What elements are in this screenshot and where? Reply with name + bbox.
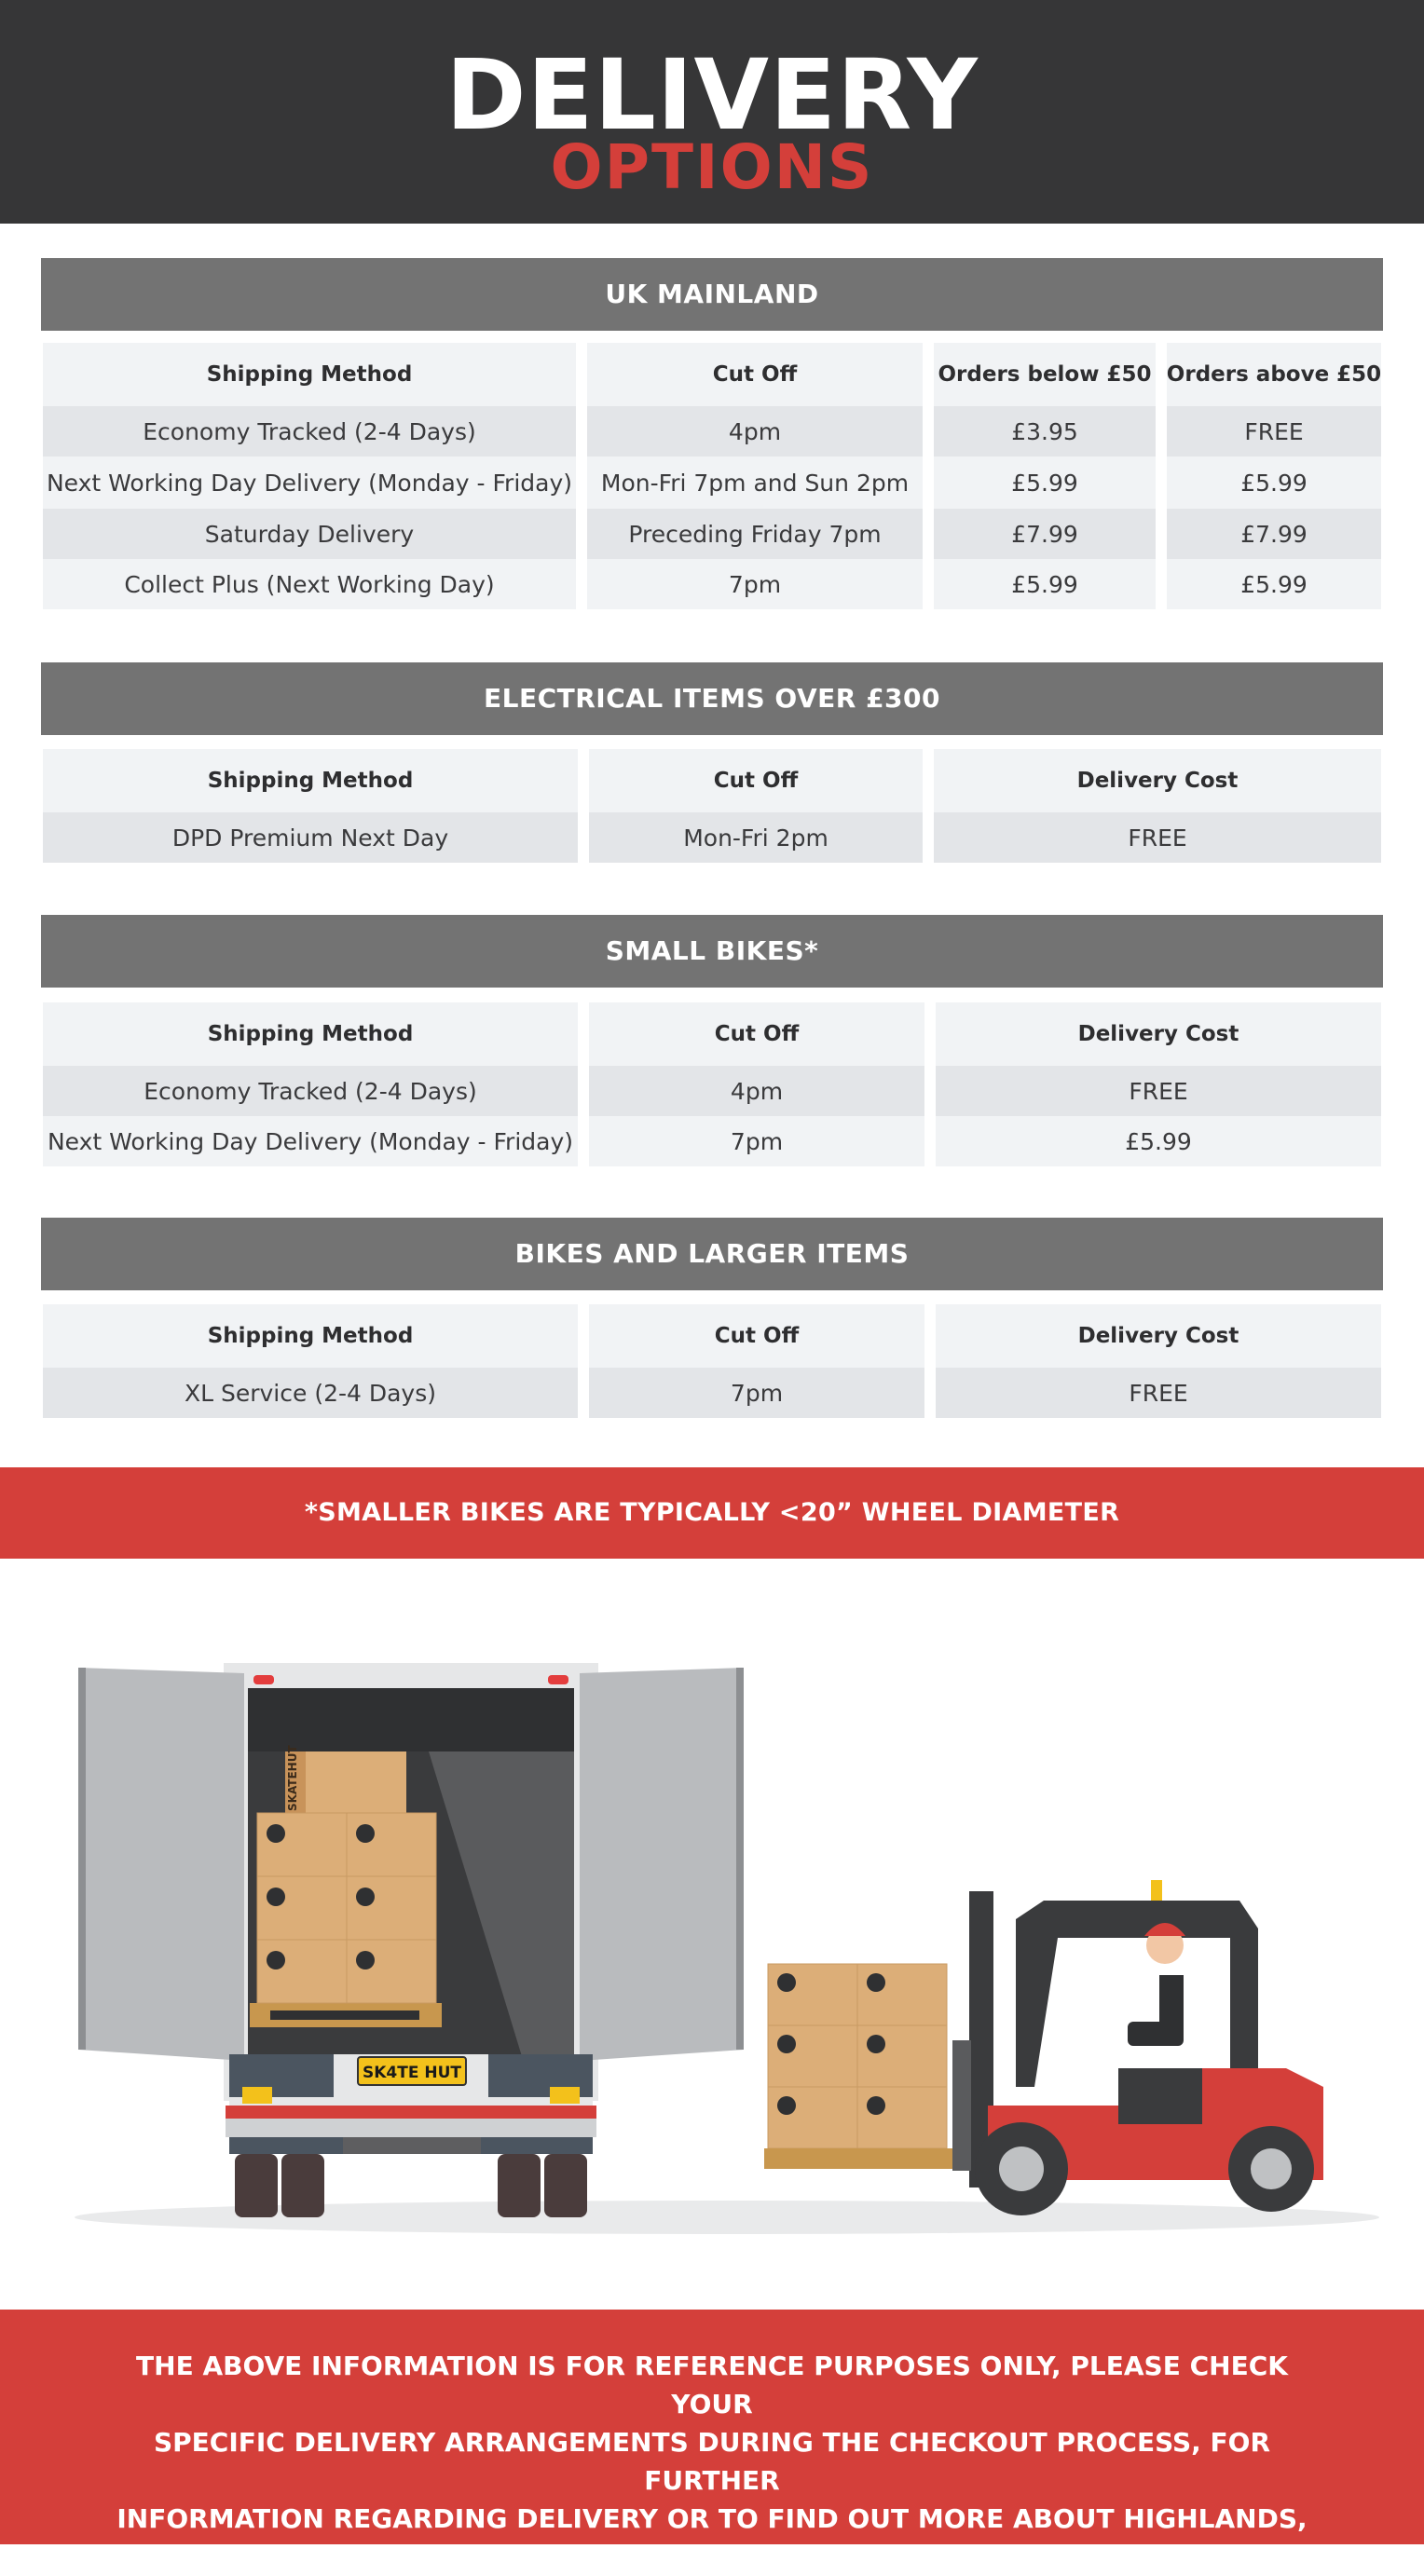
table-cell: 7pm (589, 1368, 924, 1418)
table-cell: £7.99 (934, 509, 1156, 559)
small-bikes-header-method: Shipping Method (43, 1002, 578, 1066)
table-cell: FREE (934, 812, 1381, 863)
table-cell: Collect Plus (Next Working Day) (43, 559, 576, 609)
uk-header-below: Orders below £50 (934, 343, 1156, 406)
table-cell: Next Working Day Delivery (Monday - Friday) (43, 457, 576, 509)
section-bikes-larger-title: BIKES AND LARGER ITEMS (41, 1218, 1383, 1290)
table-cell: FREE (936, 1066, 1381, 1116)
footer-disclaimer (0, 2310, 1424, 2572)
footer-line: INFORMATION REGARDING DELIVERY OR TO FIND OUT MORE ABOUT HIGHLANDS, (116, 2503, 1308, 2534)
table-cell: Saturday Delivery (43, 509, 576, 559)
small-bikes-header-cutoff: Cut Off (589, 1002, 924, 1066)
forklift-load (764, 1964, 952, 2169)
table-cell: DPD Premium Next Day (43, 812, 578, 863)
section-uk-mainland-title: UK MAINLAND (41, 258, 1383, 331)
hero-title: DELIVERY (445, 38, 979, 152)
table-cell: 7pm (587, 559, 923, 609)
table-cell: £5.99 (934, 457, 1156, 509)
section-small-bikes-title: SMALL BIKES* (41, 915, 1383, 988)
table-cell: FREE (936, 1368, 1381, 1418)
hero-header (0, 0, 1424, 224)
electrical-header-cost: Delivery Cost (934, 749, 1381, 812)
table-cell: 4pm (587, 406, 923, 457)
small-bikes-header-cost: Delivery Cost (936, 1002, 1381, 1066)
table-cell: Preceding Friday 7pm (587, 509, 923, 559)
footer-line: THE ABOVE INFORMATION IS FOR REFERENCE PURPOSES ONLY, PLEASE CHECK YOUR (136, 2351, 1288, 2419)
table-cell: £7.99 (1167, 509, 1381, 559)
bikes-header-cutoff: Cut Off (589, 1304, 924, 1368)
bikes-header-cost: Delivery Cost (936, 1304, 1381, 1368)
table-cell: £5.99 (936, 1116, 1381, 1166)
footer-line: SPECIFIC DELIVERY ARRANGEMENTS DURING THE CHECKOUT PROCESS, FOR FURTHER (153, 2427, 1271, 2496)
bikes-header-method: Shipping Method (43, 1304, 578, 1368)
section-electrical-title: ELECTRICAL ITEMS OVER £300 (41, 662, 1383, 735)
truck-number-plate: SK4TE HUT (362, 2064, 462, 2082)
table-cell: £3.95 (934, 406, 1156, 457)
table-cell: Mon-Fri 7pm and Sun 2pm (587, 457, 923, 509)
table-cell: Economy Tracked (2-4 Days) (43, 1066, 578, 1116)
table-cell: £5.99 (1167, 457, 1381, 509)
table-cell: XL Service (2-4 Days) (43, 1368, 578, 1418)
table-cell: Next Working Day Delivery (Monday - Friday) (43, 1116, 578, 1166)
truck (78, 1663, 744, 2217)
table-cell: FREE (1167, 406, 1381, 457)
hero-subtitle: OPTIONS (550, 131, 874, 203)
table-cell: £5.99 (934, 559, 1156, 609)
table-cell: 7pm (589, 1116, 924, 1166)
box-brand-label: SKATEHUT (286, 1745, 299, 1811)
table-cell: Economy Tracked (2-4 Days) (43, 406, 576, 457)
small-bikes-note: *SMALLER BIKES ARE TYPICALLY <20” WHEEL DIAMETER (0, 1467, 1424, 1559)
table-cell: Mon-Fri 2pm (589, 812, 923, 863)
electrical-header-cutoff: Cut Off (589, 749, 923, 812)
table-cell: £5.99 (1167, 559, 1381, 609)
table-cell: 4pm (589, 1066, 924, 1116)
delivery-truck-forklift-illustration (0, 1584, 1424, 2255)
uk-header-above: Orders above £50 (1167, 343, 1381, 406)
footer-line: OFFSHORE OR INTERNATIONAL DELIVERY PLEASE VISIT OUR FULL DELIVERY PAGE (112, 2542, 1312, 2572)
uk-header-cutoff: Cut Off (587, 343, 923, 406)
uk-header-method: Shipping Method (43, 343, 576, 406)
electrical-header-method: Shipping Method (43, 749, 578, 812)
forklift (952, 1880, 1323, 2215)
